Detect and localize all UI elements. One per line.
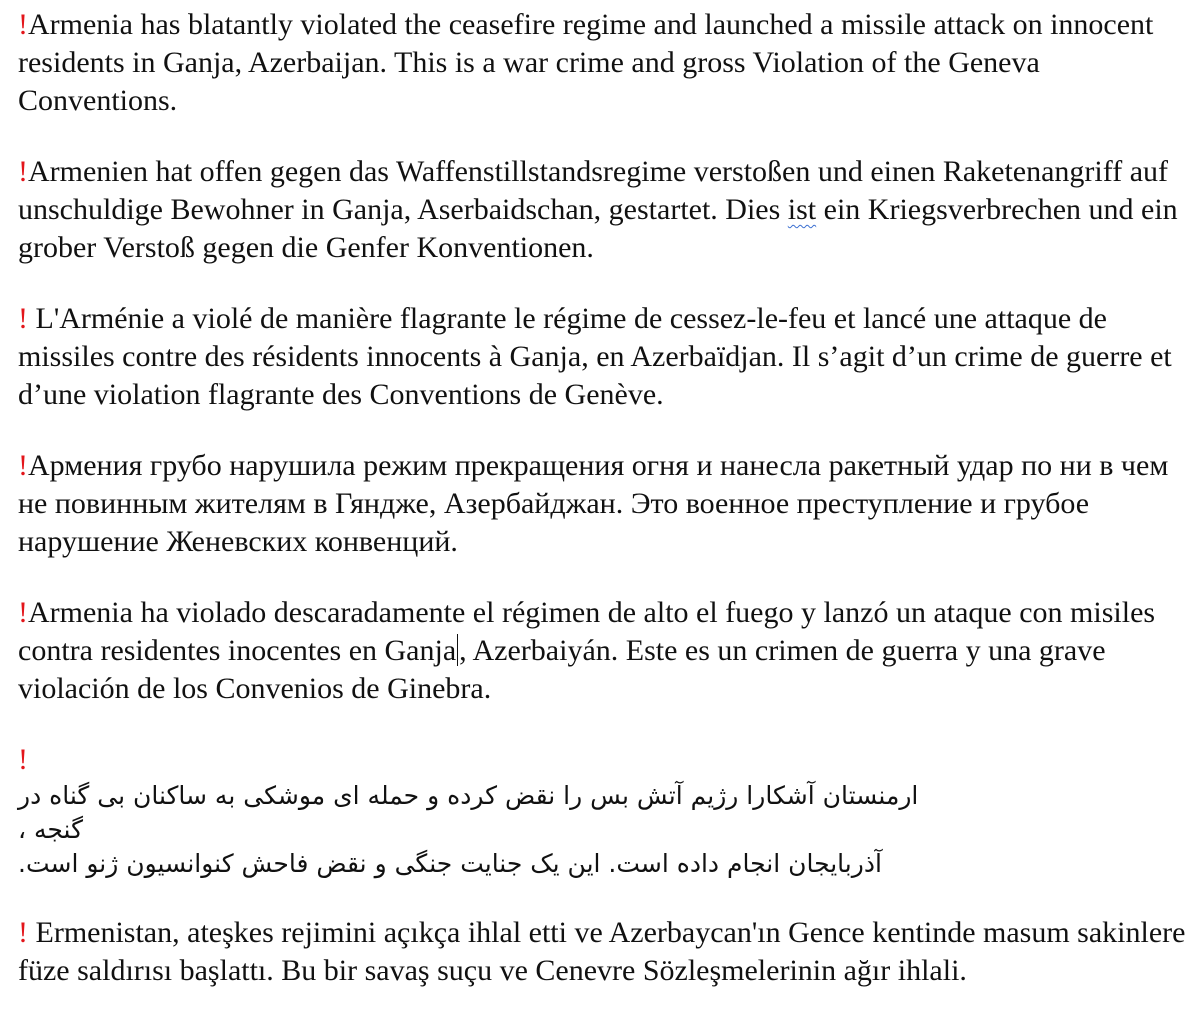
paragraph-text: Армения грубо нарушила режим прекращения огня и нанесла ракетный удар по ни в чем не повинным жителям в Гяндже, Азербайджан. Это военное преступление и грубое нарушение Женевских конвенций.	[18, 449, 1169, 558]
paragraph-text: Armenia ha violado descaradamente el régimen de alto el fuego y lanzó un ataque con misiles contra residentes inocentes en Ganja	[18, 596, 1156, 667]
exclamation-mark: !	[18, 743, 28, 776]
paragraph-line-1: ارمنستان آشکارا رژیم آتش بس را نقض کرده و حمله ای موشکی به ساکنان بی گناه در گنجه ،	[18, 781, 919, 844]
document-body[interactable]	[18, 6, 1188, 1023]
paragraph-line-2: آذربایجان انجام داده است. این یک جنایت جنگی و نقض فاحش کنوانسیون ژنو است.	[18, 849, 882, 878]
exclamation-mark: !	[18, 449, 28, 482]
paragraph-text-cont: ein Kriegsverbrechen und ein grober Verstoß gegen die Genfer Konventionen.	[18, 193, 1178, 264]
paragraph-text: Ermenistan, ateşkes rejimini açıkça ihlal etti ve Azerbaycan'ın Gence kentinde masum sakinlere füze saldırısı başlattı. Bu bir savaş suçu ve Cenevre Sözleşmelerinin ağır ihlali.	[18, 916, 1186, 987]
text-cursor	[457, 634, 458, 666]
spellcheck-flagged-word[interactable]: ist	[787, 193, 817, 226]
exclamation-mark: !	[18, 155, 28, 188]
paragraph-text: Armenien hat offen gegen das Waffenstillstandsregime verstoßen und einen Raketenangriff auf unschuldige Bewohner in Ganja, Aserbaidschan, gestartet. Dies	[18, 155, 1168, 226]
paragraph-russian[interactable]	[18, 447, 1188, 561]
paragraph-turkish[interactable]	[18, 914, 1188, 990]
exclamation-mark: !	[18, 596, 28, 629]
paragraph-english[interactable]	[18, 6, 1188, 120]
paragraph-text-cont: , Azerbaiyán. Este es un crimen de guerra y una grave violación de los Convenios de Ginebra.	[18, 634, 1106, 705]
paragraph-german[interactable]	[18, 153, 1188, 267]
paragraph-persian[interactable]	[18, 741, 1188, 881]
paragraph-spanish[interactable]	[18, 594, 1188, 708]
paragraph-text: L'Arménie a violé de manière flagrante le régime de cessez-le-feu et lancé une attaque de missiles contre des résidents innocents à Ganja, en Azerbaïdjan. Il s’agit d’un crime de guerre et d’une violation flagrante des Conventions de Genève.	[18, 302, 1172, 411]
paragraph-text: Armenia has blatantly violated the ceasefire regime and launched a missile attack on innocent residents in Ganja, Azerbaijan. This is a war crime and gross Violation of the Geneva Conventions.	[18, 8, 1154, 117]
exclamation-mark: !	[18, 302, 28, 335]
exclamation-mark: !	[18, 8, 28, 41]
exclamation-mark: !	[18, 916, 28, 949]
paragraph-french[interactable]	[18, 300, 1188, 414]
